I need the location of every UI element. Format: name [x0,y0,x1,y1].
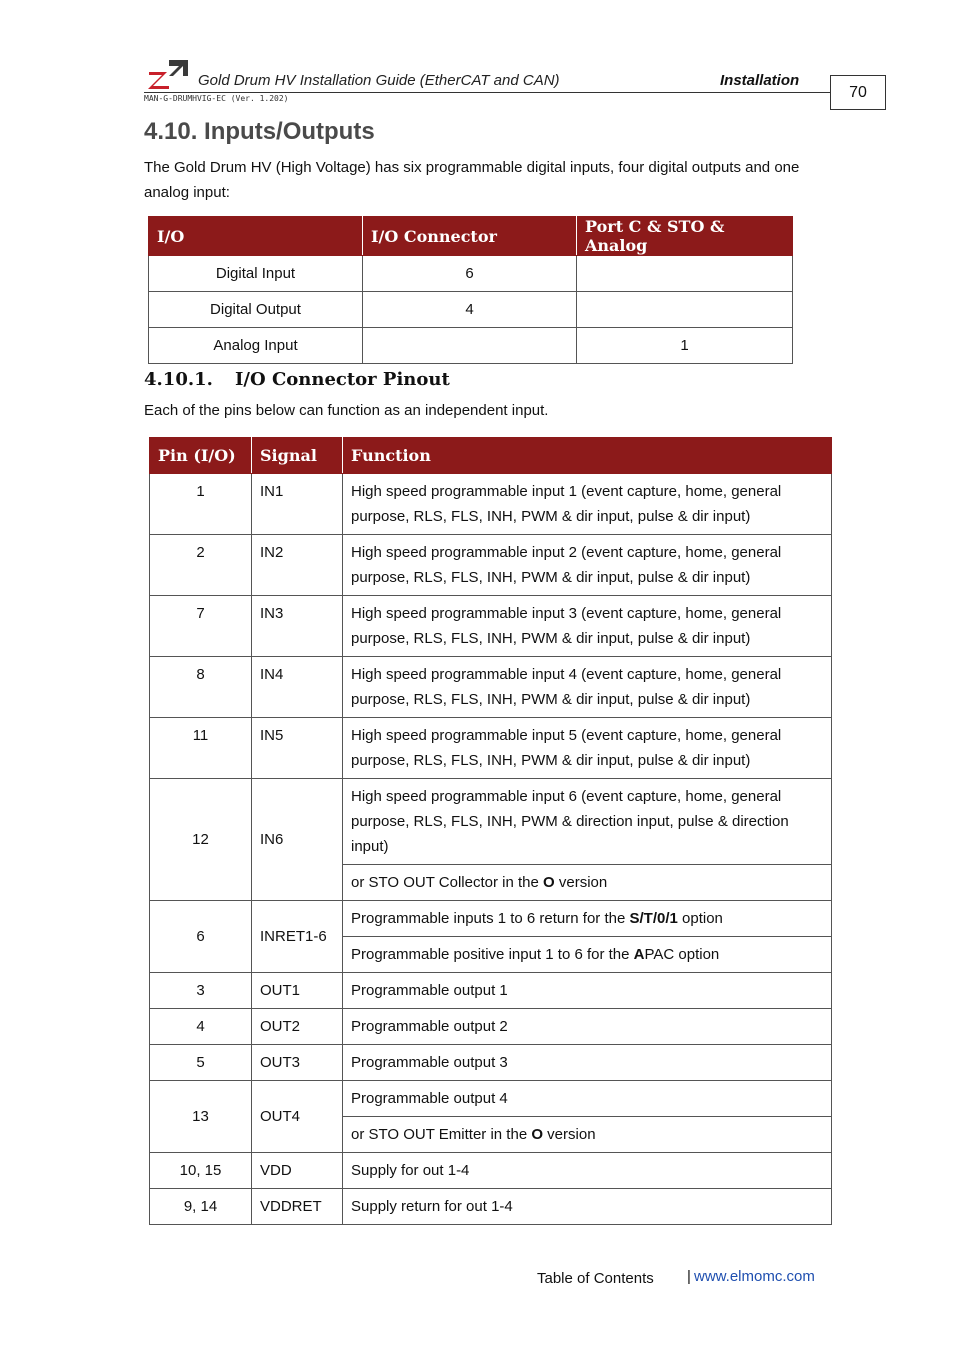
table-row [150,1009,832,1045]
function-cell: High speed programmable input 5 (event capture, home, general purpose, RLS, FLS, INH, PWM & dir input, pulse & dir input) [343,718,832,779]
io-type-cell: Analog Input [149,328,363,364]
function-cell-alt: or STO OUT Collector in the O version [343,865,832,901]
pin-cell: 1 [150,474,252,535]
signal-cell: IN4 [252,657,343,718]
function-cell: Supply for out 1-4 [343,1153,832,1189]
pin-cell: 11 [150,718,252,779]
pin-cell: 2 [150,535,252,596]
subsection-heading [144,369,450,390]
col-header-signal: Signal [252,438,343,474]
footer-website-link[interactable]: www.elmomc.com [694,1268,815,1285]
table-row [150,1153,832,1189]
table-row [150,1081,832,1117]
table-row [150,718,832,779]
function-cell-alt: Programmable positive input 1 to 6 for the APAC option [343,937,832,973]
signal-cell: IN2 [252,535,343,596]
pin-cell: 5 [150,1045,252,1081]
signal-cell: OUT3 [252,1045,343,1081]
function-cell: Supply return for out 1-4 [343,1189,832,1225]
pin-cell: 4 [150,1009,252,1045]
signal-cell: OUT2 [252,1009,343,1045]
pin-cell: 6 [150,901,252,973]
col-header-io-connector: I/O Connector [363,217,577,256]
port-c-cell: 1 [577,328,793,364]
header-divider [144,92,830,93]
table-row [149,292,793,328]
col-header-io: I/O [149,217,363,256]
signal-cell: IN3 [252,596,343,657]
col-header-function: Function [343,438,832,474]
function-cell: Programmable output 3 [343,1045,832,1081]
subsection-title: I/O Connector Pinout [235,369,450,390]
function-cell: Programmable inputs 1 to 6 return for the S/T/0/1 option [343,901,832,937]
footer-toc-link[interactable]: Table of Contents [537,1270,654,1287]
table-header-row [149,217,793,256]
table-row [149,328,793,364]
pin-cell: 10, 15 [150,1153,252,1189]
signal-cell: VDD [252,1153,343,1189]
table-header-row [150,438,832,474]
pin-cell: 8 [150,657,252,718]
header-section-name: Installation [720,72,800,89]
pin-cell: 13 [150,1081,252,1153]
port-c-cell [577,256,793,292]
section-heading: 4.10. Inputs/Outputs [144,118,375,145]
table-row [150,535,832,596]
function-cell: Programmable output 2 [343,1009,832,1045]
table-row [150,474,832,535]
pin-cell: 3 [150,973,252,1009]
section-intro: The Gold Drum HV (High Voltage) has six programmable digital inputs, four digital outputs and one analog input: [144,159,800,201]
footer-separator: | [687,1268,691,1285]
function-cell-alt: or STO OUT Emitter in the O version [343,1117,832,1153]
io-summary-table [148,216,793,364]
subsection-number: 4.10.1. [144,369,213,390]
table-row [150,973,832,1009]
col-header-pin: Pin (I/O) [150,438,252,474]
table-row [150,779,832,865]
page-number: 70 [830,75,886,110]
io-type-cell: Digital Output [149,292,363,328]
table-row [149,256,793,292]
signal-cell: OUT1 [252,973,343,1009]
signal-cell: IN5 [252,718,343,779]
table-row [150,901,832,937]
signal-cell: VDDRET [252,1189,343,1225]
io-connector-cell: 6 [363,256,577,292]
port-c-cell [577,292,793,328]
header-doc-title: Gold Drum HV Installation Guide (EtherCAT and CAN) [198,72,560,89]
function-cell: High speed programmable input 2 (event capture, home, general purpose, RLS, FLS, INH, PWM & dir input, pulse & dir input) [343,535,832,596]
subsection-desc: Each of the pins below can function as an independent input. [144,402,549,419]
function-cell: High speed programmable input 6 (event capture, home, general purpose, RLS, FLS, INH, PWM & direction input, pulse & direction input) [343,779,832,865]
pin-cell: 7 [150,596,252,657]
pinout-table [149,437,832,1225]
function-cell: High speed programmable input 4 (event capture, home, general purpose, RLS, FLS, INH, PWM & dir input, pulse & dir input) [343,657,832,718]
signal-cell: INRET1-6 [252,901,343,973]
elmo-logo-icon [147,58,189,90]
table-row [150,657,832,718]
function-cell: High speed programmable input 3 (event capture, home, general purpose, RLS, FLS, INH, PWM & dir input, pulse & dir input) [343,596,832,657]
table-row [150,1045,832,1081]
io-connector-cell: 4 [363,292,577,328]
io-type-cell: Digital Input [149,256,363,292]
header-doc-code: MAN-G-DRUMHVIG-EC (Ver. 1.202) [144,94,289,103]
function-cell: High speed programmable input 1 (event capture, home, general purpose, RLS, FLS, INH, PWM & dir input, pulse & dir input) [343,474,832,535]
signal-cell: IN1 [252,474,343,535]
function-cell: Programmable output 1 [343,973,832,1009]
pin-cell: 12 [150,779,252,901]
io-connector-cell [363,328,577,364]
col-header-port-c: Port C & STO & Analog [577,217,793,256]
function-cell: Programmable output 4 [343,1081,832,1117]
signal-cell: IN6 [252,779,343,901]
table-row [150,1189,832,1225]
signal-cell: OUT4 [252,1081,343,1153]
pin-cell: 9, 14 [150,1189,252,1225]
table-row [150,596,832,657]
